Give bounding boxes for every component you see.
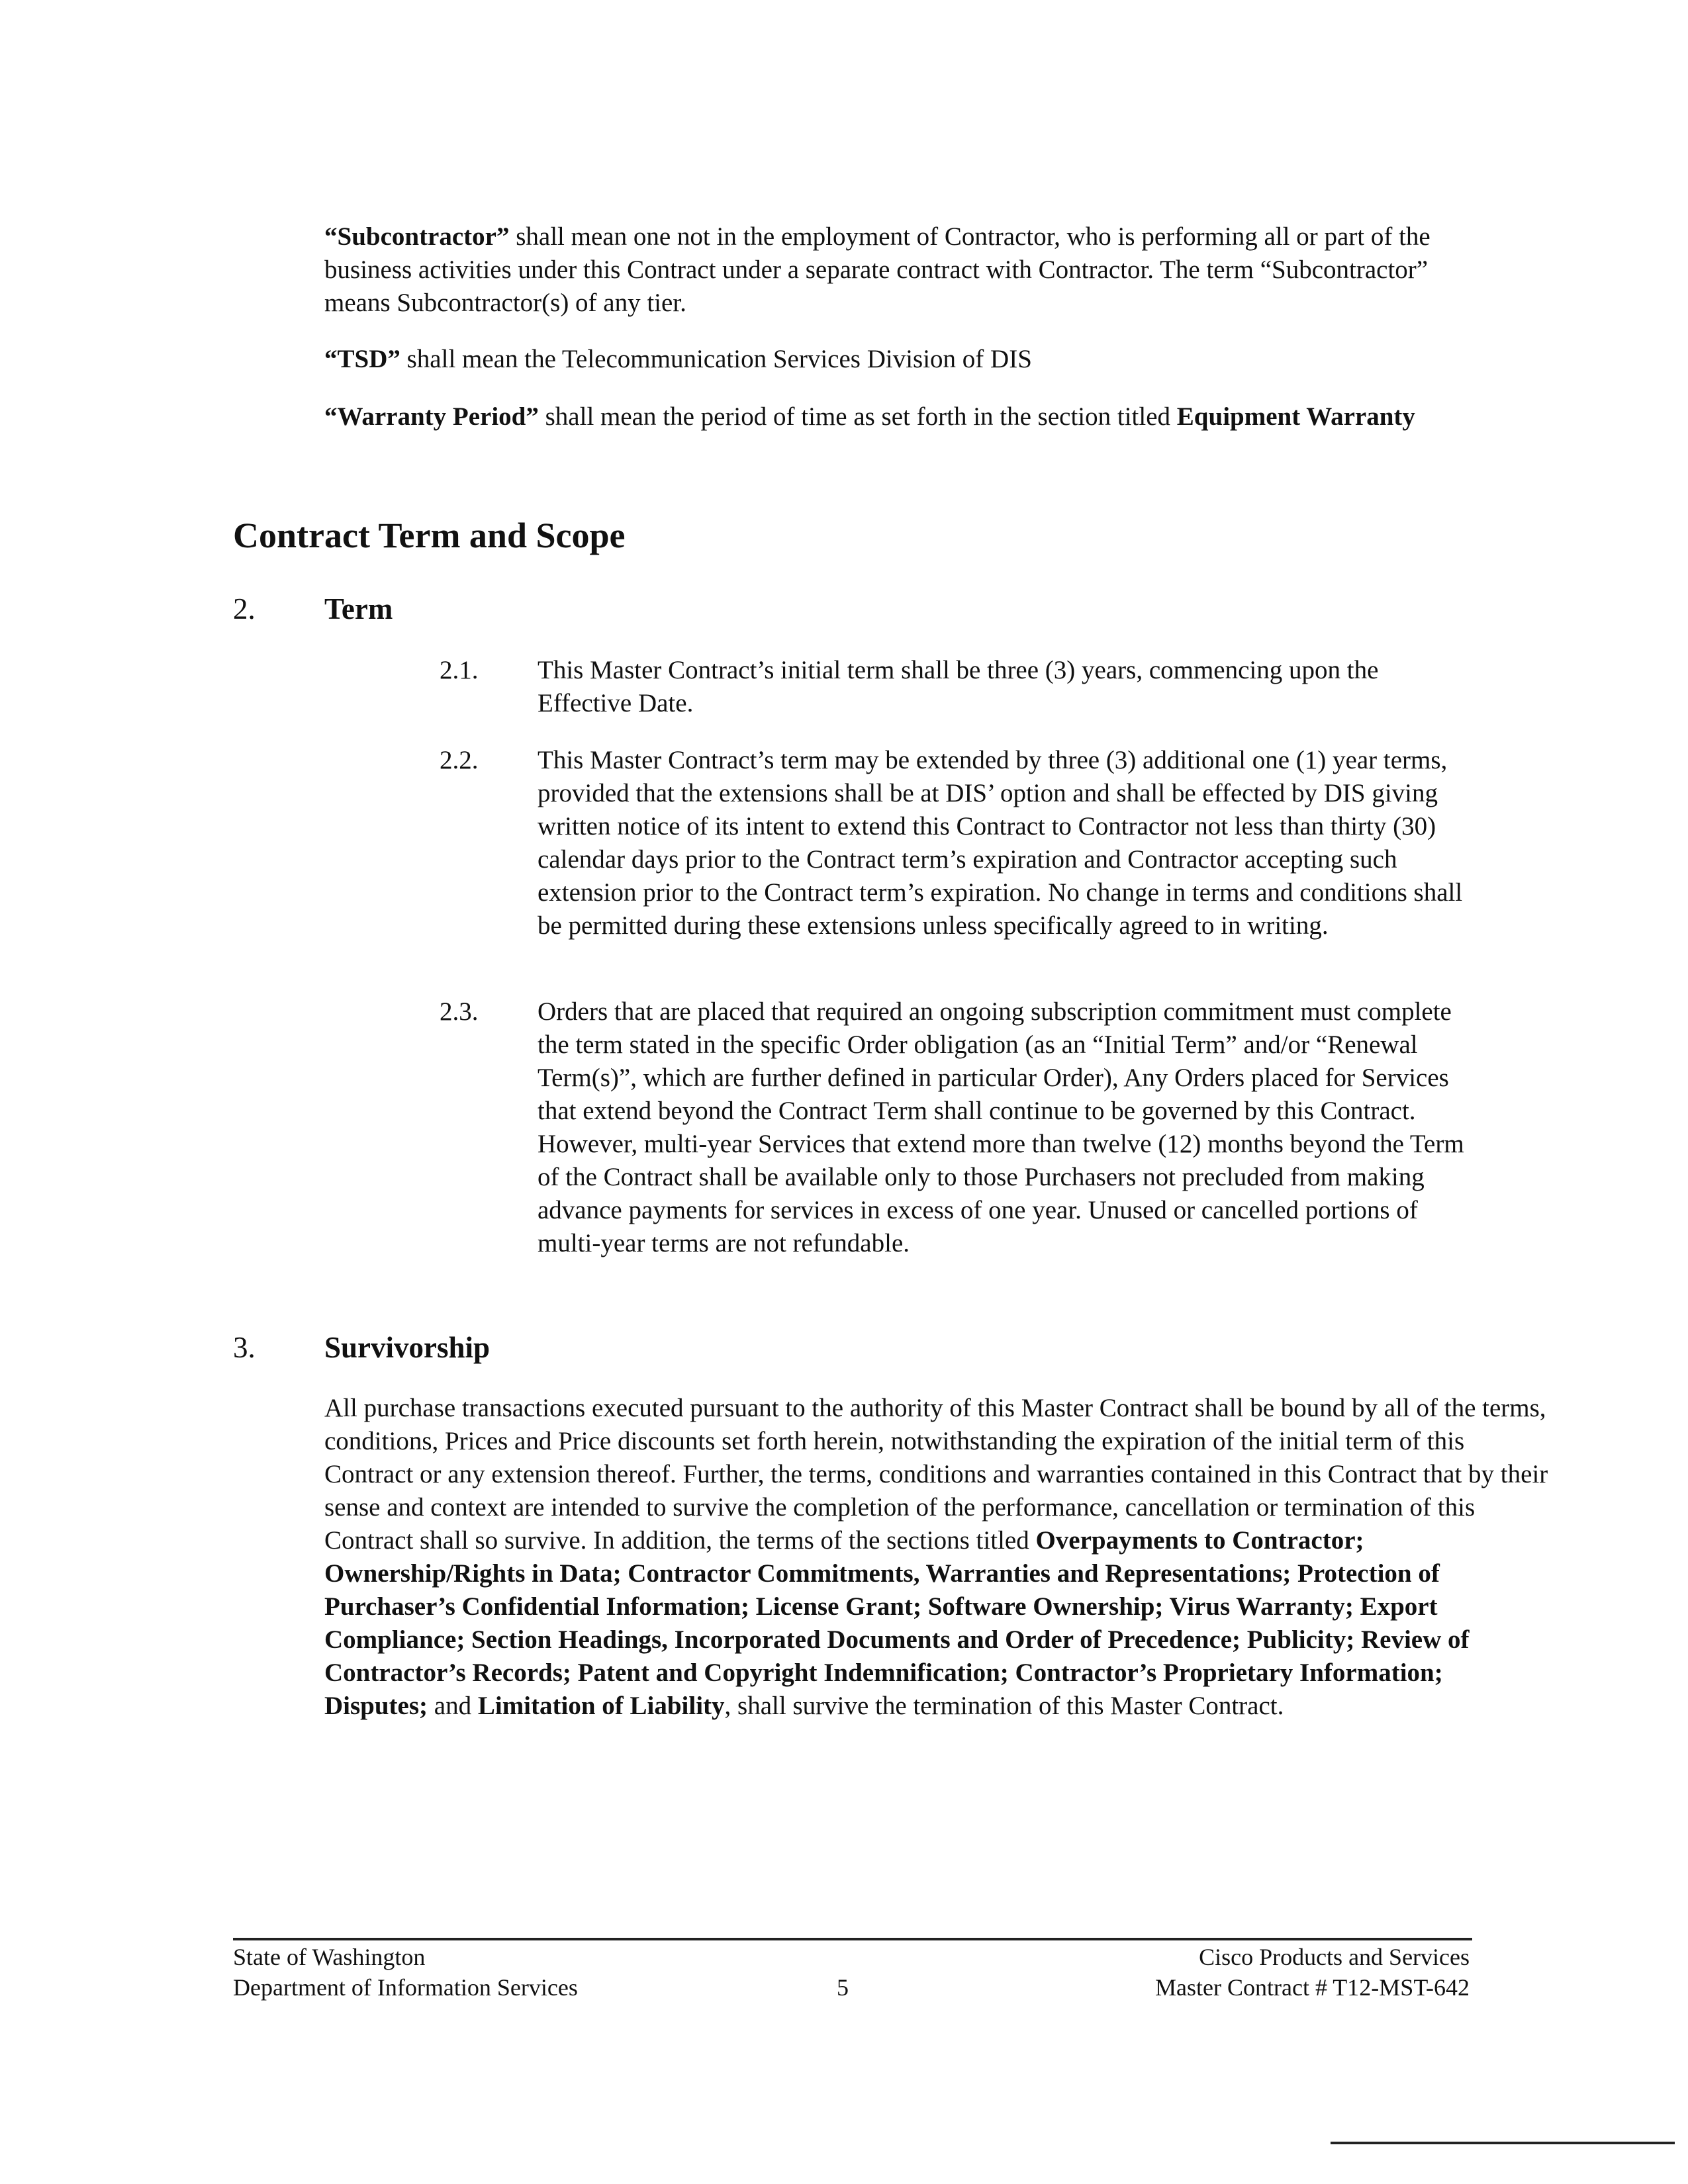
survivorship-section-list: Overpayments to Contractor; Ownership/Rights in Data; Contractor Commitments, Warranties and Representations; Protection of Purchaser’s Confidential Information; License Grant; Software Ownership; Virus Warranty; Export Compliance; Section Headings, Incorporated Documents and Order of Precedence; Publicity; Review of Contractor’s Records; Patent and Copyright Indemnification; Contractor’s Proprietary Information; Disputes; (324, 1526, 1470, 1720)
definition-warranty-period (324, 400, 1436, 433)
definition-term: “TSD” (324, 345, 400, 373)
survivorship-intro: All purchase transactions executed pursuant to the authority of this Master Contract shall be bound by all of the terms, conditions, Prices and Price discounts set forth herein, notwithstanding the expiration of the initial term of this Contract or any extension thereof. Further, the terms, conditions and warranties contained in this Contract that by their sense and context are intended to survive the completion of the performance, cancellation or termination of this Contract shall so survive. In addition, the terms of the sections titled (324, 1394, 1548, 1555)
definition-term: “Warranty Period” (324, 402, 539, 431)
footer-right-line1: Cisco Products and Services (1199, 1944, 1470, 1970)
definition-tsd (324, 343, 1476, 376)
subsection-number: 2.3. (440, 997, 479, 1026)
definition-text: shall mean the Telecommunication Services Division of DIS (400, 345, 1032, 373)
definition-text: shall mean the period of time as set forth in the section titled (538, 402, 1177, 431)
footer-left-line1: State of Washington (233, 1944, 426, 1970)
definition-text: shall mean one not in the employment of Contractor, who is performing all or part of the business activities under this Contract under a separate contract with Contractor. The term “Subcontractor” means Subcontractor(s) of any tier. (324, 222, 1430, 317)
definition-term: “Subcontractor” (324, 222, 510, 251)
scan-artifact-line (1331, 2142, 1675, 2144)
section-number: 3. (233, 1331, 256, 1364)
survivorship-last-section: Limitation of Liability (477, 1692, 725, 1720)
footer-right-line2: Master Contract # T12-MST-642 (1155, 1974, 1470, 2001)
subsection-text: Orders that are placed that required an ongoing subscription commitment must complete the term stated in the specific Order obligation (as an “Initial Term” and/or “Renewal Term(s)”, which are further defined in particular Order), Any Orders placed for Services that extend beyond the Contract Term shall continue to be governed by this Contract. However, multi-year Services that extend more than twelve (12) months beyond the Term of the Contract shall be available only to those Purchasers not precluded from making advance payments for services in excess of one year. Unused or cancelled portions of multi-year terms are not refundable. (538, 997, 1464, 1257)
section-title: Term (324, 592, 393, 625)
survivorship-and: and (428, 1692, 478, 1720)
section-reference: Equipment Warranty (1176, 402, 1415, 431)
subsection-number: 2.2. (440, 746, 479, 774)
survivorship-paragraph (324, 1392, 1549, 1723)
footer-divider (233, 1938, 1472, 1940)
section-number: 2. (233, 592, 256, 625)
subsection-text: This Master Contract’s initial term shall be three (3) years, commencing upon the Effective Date. (538, 656, 1379, 717)
page-number: 5 (837, 1974, 849, 2001)
section-title: Survivorship (324, 1331, 491, 1364)
subsection-text: This Master Contract’s term may be extended by three (3) additional one (1) year terms, provided that the extensions shall be at DIS’ option and shall be effected by DIS giving written notice of its intent to extend this Contract to Contractor not less than thirty (30) calendar days prior to the Contract term’s expiration and Contractor accepting such extension prior to the Contract term’s expiration. No change in terms and conditions shall be permitted during these extensions unless specifically agreed to in writing. (538, 746, 1463, 940)
subsection-number: 2.1. (440, 656, 479, 684)
footer-left-line2: Department of Information Services (233, 1974, 578, 2001)
definition-subcontractor (324, 220, 1476, 320)
survivorship-end: , shall survive the termination of this Master Contract. (724, 1692, 1284, 1720)
section-heading: Contract Term and Scope (233, 516, 626, 555)
